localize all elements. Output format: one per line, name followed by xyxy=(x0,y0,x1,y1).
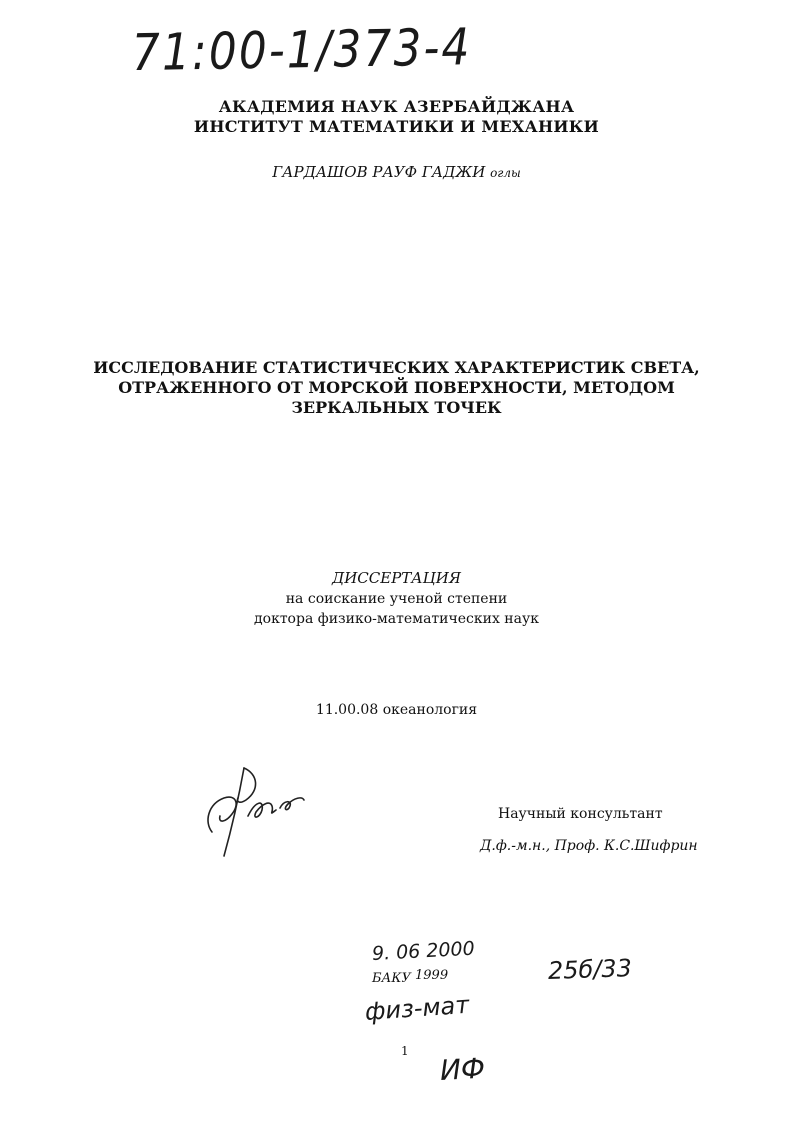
archive-code-handwritten: 71:00-1/373-4 xyxy=(131,18,472,83)
academy-name: АКАДЕМИЯ НАУК АЗЕРБАЙДЖАНА xyxy=(218,97,575,116)
city: БАКУ xyxy=(372,971,411,986)
title-line-2: ОТРАЖЕННОГО ОТ МОРСКОЙ ПОВЕРХНОСТИ, МЕТОДОМ xyxy=(118,378,675,397)
author-name: ГАРДАШОВ РАУФ ГАДЖИ xyxy=(272,163,486,181)
signature-handwritten xyxy=(200,760,320,860)
date-stamp-handwritten: 9. 06 2000 xyxy=(371,937,476,965)
handwritten-note-1: физ-мат xyxy=(364,990,471,1026)
handwritten-note-2: ИФ xyxy=(439,1051,486,1087)
institution-header xyxy=(0,97,793,137)
year: 1999 xyxy=(415,968,449,983)
author-suffix: оглы xyxy=(490,166,521,180)
institute-name: ИНСТИТУТ МАТЕМАТИКИ И МЕХАНИКИ xyxy=(193,117,600,136)
title-line-1: ИССЛЕДОВАНИЕ СТАТИСТИЧЕСКИХ ХАРАКТЕРИСТИК СВЕТА, xyxy=(93,358,700,377)
page-number: 1 xyxy=(401,1044,409,1058)
dissertation-title xyxy=(0,358,793,418)
degree-line-2: доктора физико-математических наук xyxy=(254,611,539,627)
city-year xyxy=(372,968,449,986)
degree-line-1: на соискание ученой степени xyxy=(285,591,508,607)
consultant-label: Научный консультант xyxy=(498,806,663,822)
reference-number-handwritten: 25б/33 xyxy=(547,954,633,985)
specialty-code: 11.00.08 океанология xyxy=(315,702,478,718)
consultant-name: Д.ф.-м.н., Проф. К.С.Шифрин xyxy=(480,838,698,854)
degree-description xyxy=(0,589,793,629)
author-line xyxy=(0,163,793,181)
dissertation-label: ДИССЕРТАЦИЯ xyxy=(332,569,461,587)
title-line-3: ЗЕРКАЛЬНЫХ ТОЧЕК xyxy=(291,398,502,417)
